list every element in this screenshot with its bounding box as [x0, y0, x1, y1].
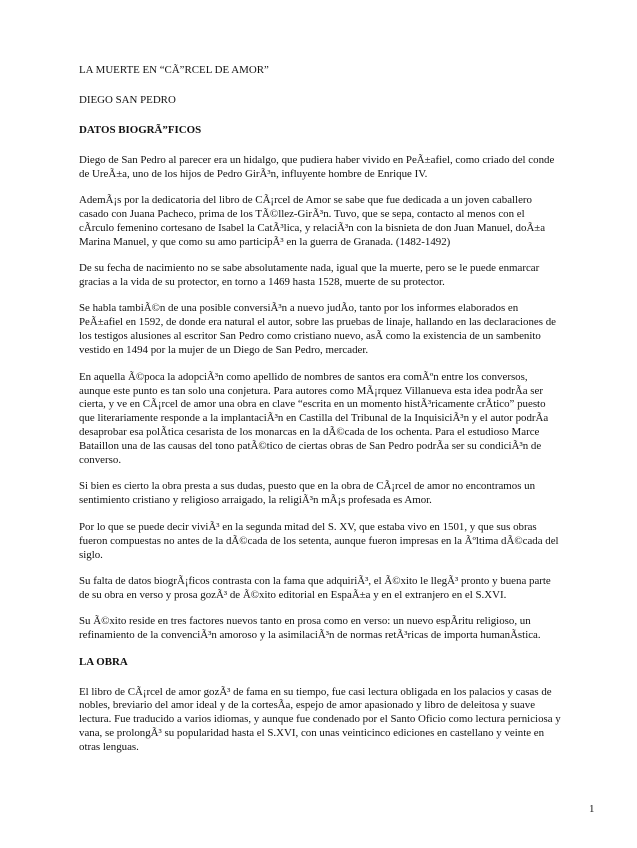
paragraph-line: de UreÃ±a, uno de los hijos de Pedro GirÃ³n, influyente hombre de Enrique IV.: [79, 167, 428, 180]
paragraph-line: Bataillon una de las causas del tono patÃ©tico de ciertas obras de San Pedro podrÃa ser su condiciÃ³n de: [79, 440, 542, 453]
paragraph-line: En aquella Ã©poca la adopciÃ³n como apellido de nombres de santos era comÃºn entre los conversos,: [79, 370, 528, 383]
paragraph-line: siglo.: [79, 548, 103, 561]
section-heading-work: LA OBRA: [79, 655, 128, 668]
paragraph-line: los testigos alusiones al escritor San Pedro como cristiano nuevo, asÃ como la existencia de un sambenito: [79, 330, 541, 343]
paragraph-line: nobles, breviario del amor ideal y de la cortesÃa, espejo de amor apasionado y libro de deleitosa y suave: [79, 699, 536, 712]
paragraph: [79, 154, 606, 182]
paragraph-line: gracias a la vida de su protector, en torno a 1469 hasta 1528, muerte de su protector.: [79, 276, 445, 289]
paragraph-line: Se habla tambiÃ©n de una posible conversiÃ³n a nuevo judÃo, tanto por los informes elaborados en: [79, 302, 519, 315]
paragraph-line: refinamiento de la convenciÃ³n amoroso y la asimilaciÃ³n de normas retÃ³ricas de importa humanÃstica.: [79, 629, 541, 642]
paragraph: [79, 302, 606, 358]
paragraph-line: De su fecha de nacimiento no se sabe absolutamente nada, igual que la muerte, pero se le puede enmarcar: [79, 262, 540, 275]
page-number: 1: [589, 803, 595, 815]
paragraph-line: converso.: [79, 454, 122, 467]
paragraph-line: Por lo que se puede decir viviÃ³ en la segunda mitad del S. XV, que estaba vivo en 1501, y que sus obras: [79, 520, 537, 533]
paragraph-line: AdemÃ¡s por la dedicatoria del libro de CÃ¡rcel de Amor se sabe que fue dedicada a un joven caballero: [79, 194, 532, 207]
section-biography-paragraphs: [79, 154, 606, 643]
paragraph: [79, 575, 606, 603]
paragraph: [79, 371, 606, 468]
paragraph-line: otras lenguas.: [79, 741, 139, 754]
document-title: LA MUERTE EN “CÃ”RCEL DE AMOR”: [79, 64, 269, 76]
paragraph-line: desaprobar esa polÃtica cesarista de los monarcas en la dÃ©cada de los ochenta. Para el estudioso Marce: [79, 426, 540, 439]
section-heading-biography: DATOS BIOGRÃ”FICOS: [79, 123, 202, 136]
paragraph-line: fueron compuestas no antes de la dÃ©cada de los setenta, aunque fueron impresas en la Ãºltima dÃ©cada del: [79, 534, 559, 547]
paragraph-line: sentimiento cristiano y religioso arraigado, la religiÃ³n mÃ¡s profesada es Amor.: [79, 494, 432, 507]
paragraph-line: cÃrculo femenino cortesano de Isabel la CatÃ³lica, y relaciÃ³n con la bisnieta de don Juan Manuel, doÃ±a: [79, 221, 546, 234]
paragraph: [79, 521, 606, 563]
paragraph-line: lectura. Fue traducido a varios idiomas, y aunque fue condenado por el Santo Oficio como lectura perniciosa y: [79, 713, 561, 726]
paragraph: [79, 686, 606, 756]
paragraph-line: Su Ã©xito reside en tres factores nuevos tanto en prosa como en verso: un nuevo espÃritu religioso, un: [79, 615, 531, 628]
paragraph: [79, 194, 606, 250]
paragraph-line: vestido en 1494 por la mujer de un Diego de San Pedro, mercader.: [79, 344, 369, 357]
paragraph-line: Diego de San Pedro al parecer era un hidalgo, que pudiera haber vivido en PeÃ±afiel, como criado del conde: [79, 153, 555, 166]
paragraph-line: que literariamente responde a la implantaciÃ³n en Castilla del Tribunal de la InquisiciÃ³n y el autor podrÃa: [79, 412, 549, 425]
paragraph: [79, 480, 606, 508]
paragraph-line: Su falta de datos biogrÃ¡ficos contrasta con la fama que adquiriÃ³, el Ã©xito le llegÃ³ pronto y buena parte: [79, 574, 551, 587]
paragraph: [79, 615, 606, 643]
paragraph: [79, 262, 606, 290]
paragraph-line: El libro de CÃ¡rcel de amor gozÃ³ de fama en su tiempo, fue casi lectura obligada en los palacios y casas de: [79, 685, 552, 698]
paragraph-line: Si bien es cierto la obra presta a sus dudas, puesto que en la obra de CÃ¡rcel de amor no encontramos un: [79, 480, 536, 493]
paragraph-line: Marina Manuel, y que como su amo participÃ³ en la guerra de Granada. (1482-1492): [79, 235, 451, 248]
paragraph-line: PeÃ±afiel en 1592, de donde era natural el autor, sobre las pruebas de linaje, hallando en las declaraciones de: [79, 316, 556, 329]
paragraph-line: cierta, y ve en CÃ¡rcel de amor una obra en clave “escrita en un momento histÃ³ricamente crÃtico” puesto: [79, 398, 546, 411]
paragraph-line: vana, se prolongÃ³ su popularidad hasta el S.XVI, con unas veinticinco ediciones en castellano y veinte en: [79, 727, 545, 740]
document-body: [79, 64, 606, 768]
paragraph-line: casado con Juana Pacheco, prima de los TÃ©llez-GirÃ³n. Tuvo, que se sepa, contacto al menos con el: [79, 207, 525, 220]
section-work-paragraphs: [79, 686, 606, 756]
document-author: DIEGO SAN PEDRO: [79, 93, 176, 106]
paragraph-line: de su obra en verso y prosa gozÃ³ de Ã©xito editorial en EspaÃ±a y en el extranjero en el S.XVI.: [79, 588, 507, 601]
paragraph-line: aunque este punto es tan solo una conjetura. Para autores como MÃ¡rquez Villanueva esta idea podrÃa ser: [79, 384, 543, 397]
